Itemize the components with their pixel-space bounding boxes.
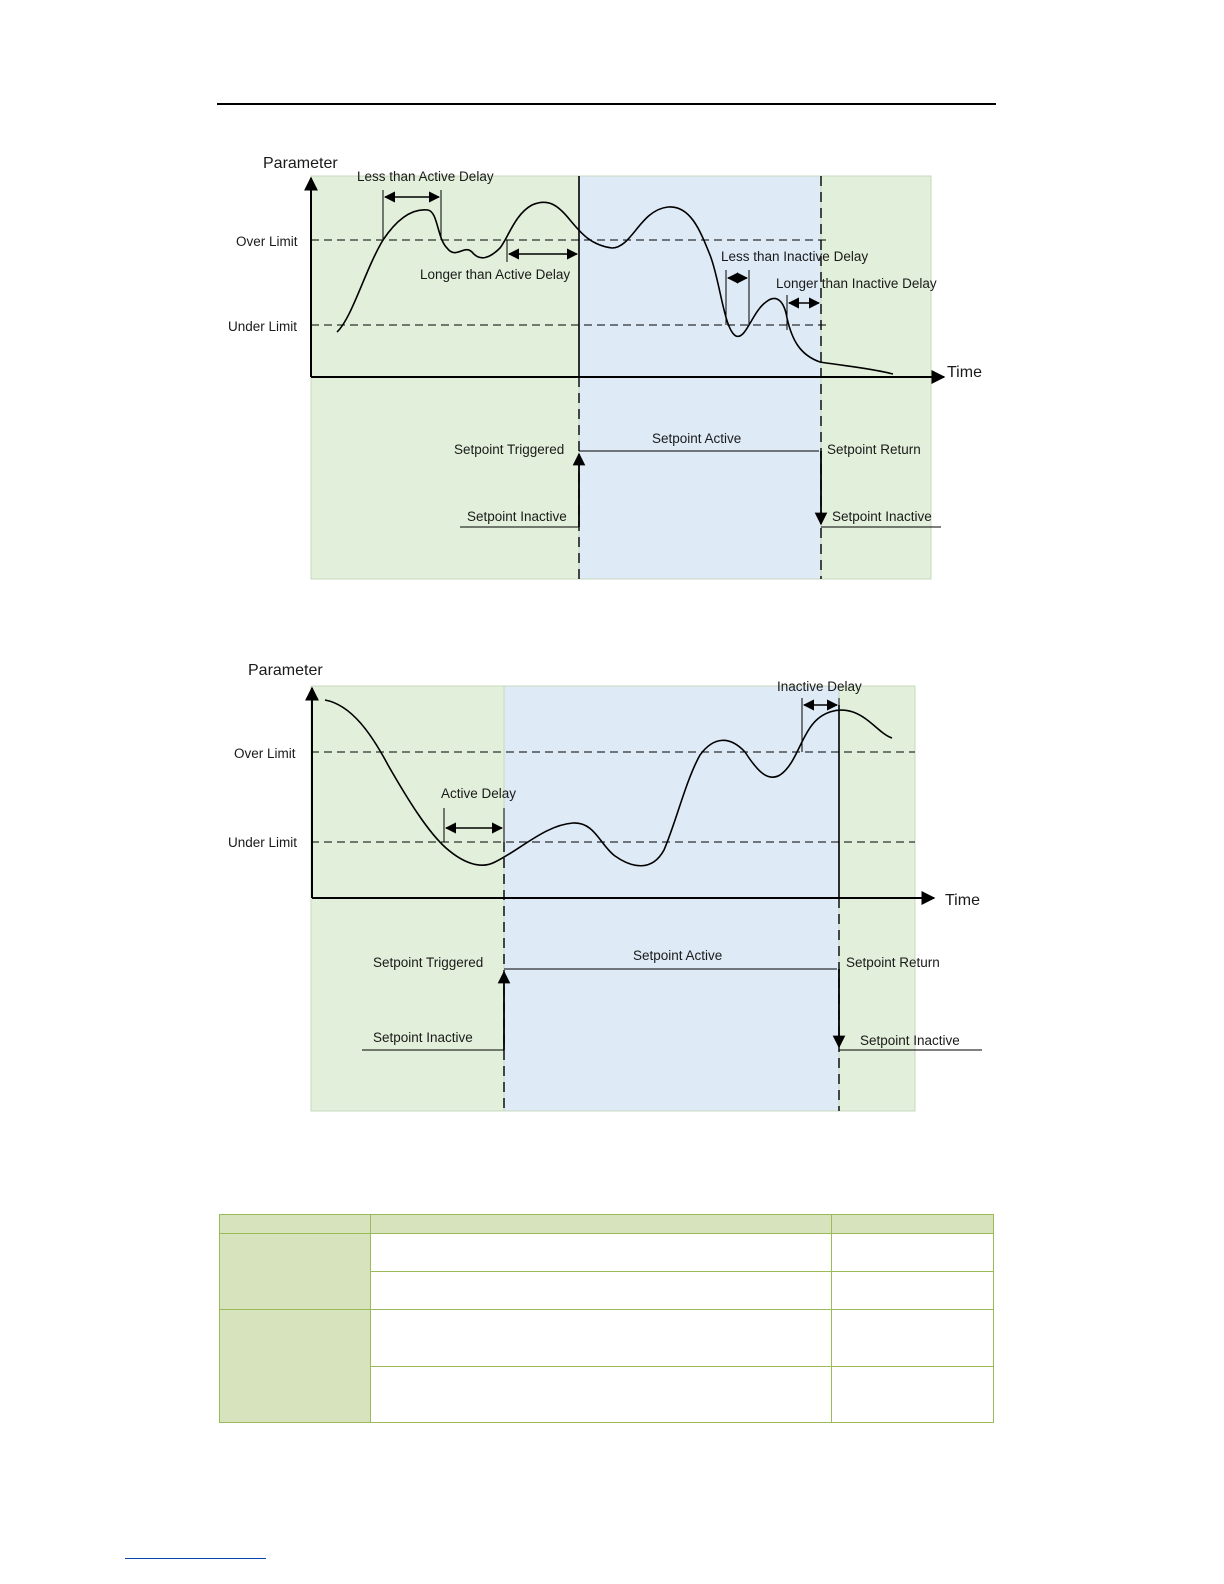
- x-axis-label: Time: [945, 892, 980, 909]
- over-limit-label: Over Limit: [234, 746, 296, 761]
- setpoint-inactive-left-label: Setpoint Inactive: [467, 509, 567, 524]
- less-than-inactive-delay-label: Less than Inactive Delay: [721, 249, 869, 264]
- y-axis-label: Parameter: [263, 155, 338, 172]
- table-header-cell: [371, 1215, 832, 1234]
- table-header-cell: [832, 1215, 994, 1234]
- under-limit-label: Under Limit: [228, 319, 298, 334]
- less-than-active-delay-label: Less than Active Delay: [357, 169, 494, 184]
- diagram-over-limit: [0, 140, 1224, 590]
- setpoint-active-label: Setpoint Active: [633, 948, 723, 963]
- table-header-cell: [220, 1215, 371, 1234]
- table-cell: [371, 1234, 832, 1272]
- setpoint-active-label: Setpoint Active: [652, 431, 742, 446]
- diagram-under-limit: [0, 650, 1224, 1120]
- footer-link-underline: [125, 1558, 266, 1559]
- setpoint-triggered-label: Setpoint Triggered: [454, 442, 565, 457]
- table-row: [220, 1310, 994, 1367]
- table-row: [220, 1234, 994, 1272]
- over-limit-label: Over Limit: [236, 234, 298, 249]
- inactive-delay-label: Inactive Delay: [777, 679, 862, 694]
- setpoint-return-label: Setpoint Return: [827, 442, 921, 457]
- longer-than-active-delay-label: Longer than Active Delay: [420, 267, 571, 282]
- table-cell: [371, 1272, 832, 1310]
- longer-than-inactive-delay-label: Longer than Inactive Delay: [776, 276, 937, 291]
- table-cell: [371, 1367, 832, 1423]
- setpoint-inactive-right-label: Setpoint Inactive: [860, 1033, 960, 1048]
- table-group-label: [220, 1310, 371, 1423]
- table-cell: [832, 1234, 994, 1272]
- table-header-row: [220, 1215, 994, 1234]
- table-cell: [832, 1272, 994, 1310]
- setpoint-inactive-right-label: Setpoint Inactive: [832, 509, 932, 524]
- table-group-label: [220, 1234, 371, 1310]
- setpoint-triggered-label: Setpoint Triggered: [373, 955, 484, 970]
- x-axis-label: Time: [947, 364, 982, 381]
- setpoint-inactive-left-label: Setpoint Inactive: [373, 1030, 473, 1045]
- header-rule: [217, 103, 996, 105]
- table-cell: [371, 1310, 832, 1367]
- setpoint-return-label: Setpoint Return: [846, 955, 940, 970]
- active-delay-label: Active Delay: [441, 786, 517, 801]
- table-cell: [832, 1367, 994, 1423]
- under-limit-label: Under Limit: [228, 835, 298, 850]
- table-cell: [832, 1310, 994, 1367]
- setpoint-table: [219, 1214, 994, 1423]
- y-axis-label: Parameter: [248, 662, 323, 679]
